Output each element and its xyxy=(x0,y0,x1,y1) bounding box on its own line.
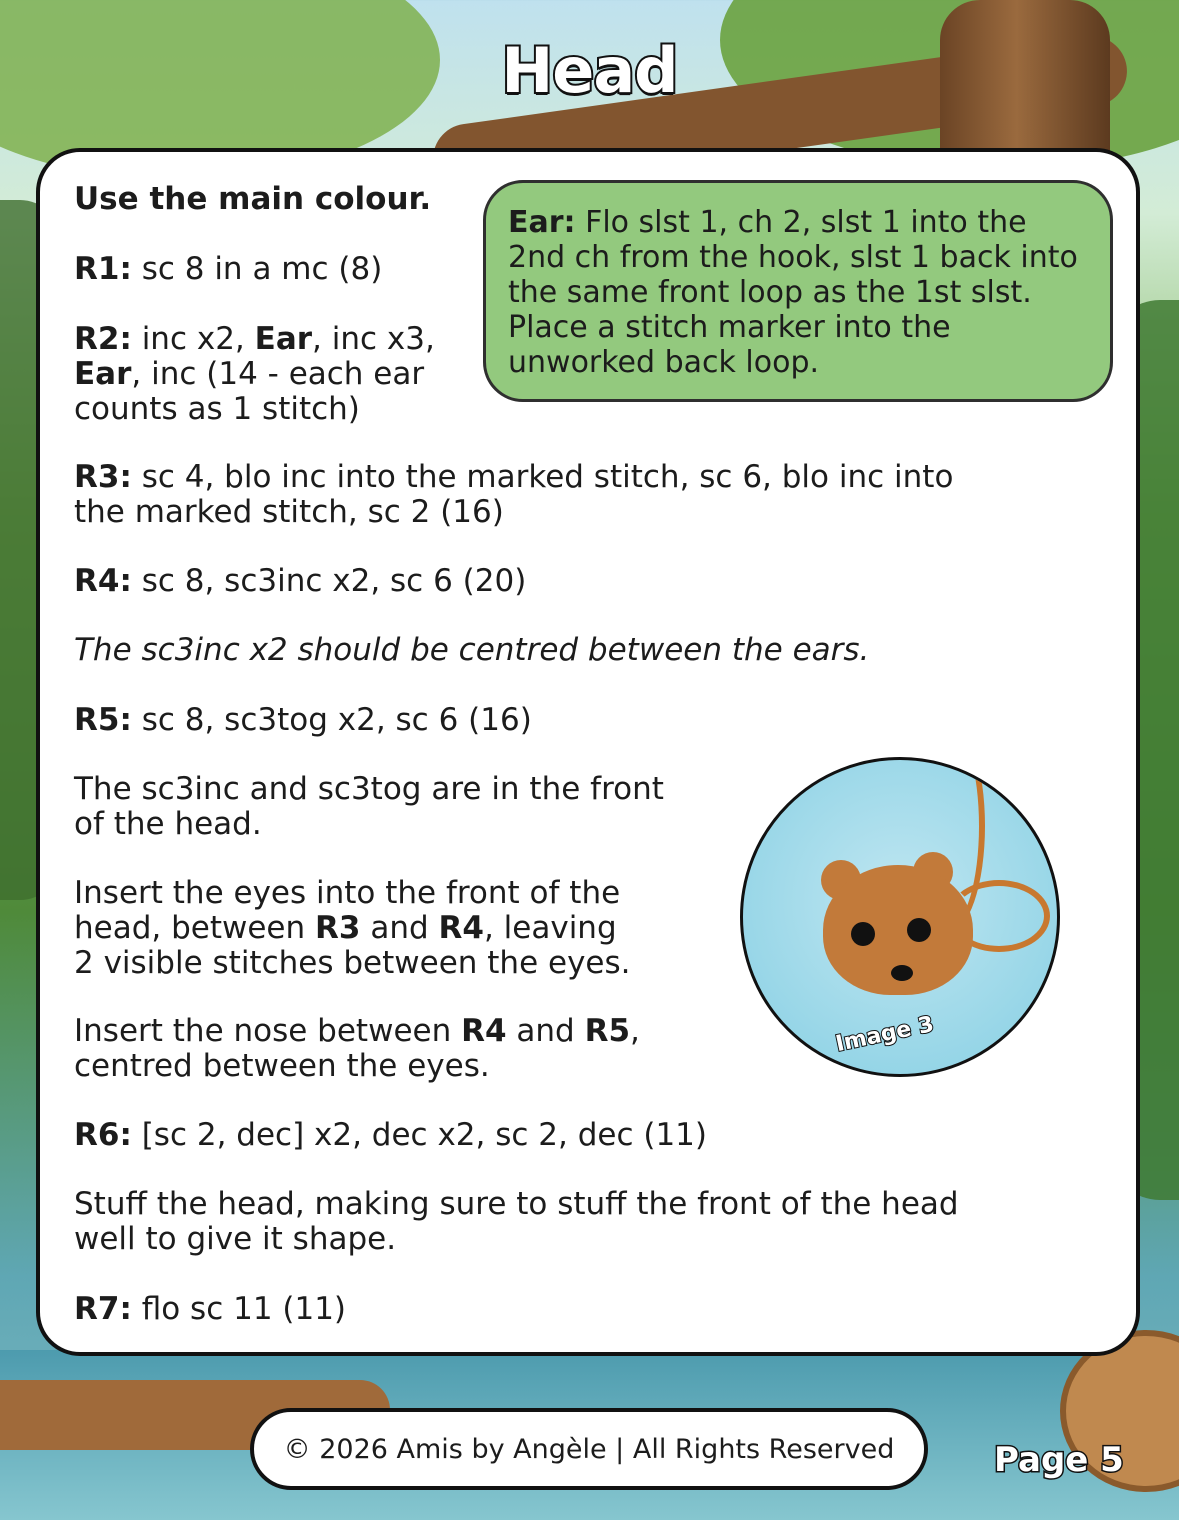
intro-text: Use the main colour. xyxy=(74,181,432,217)
bear-eye xyxy=(851,922,875,946)
page-title: Head xyxy=(501,34,678,107)
round-4: R4: sc 8, sc3inc x2, sc 6 (20) xyxy=(74,563,527,599)
front-note: The sc3inc and sc3tog are in the front of the head. xyxy=(74,771,664,842)
round-1: R1: sc 8 in a mc (8) xyxy=(74,251,383,287)
centre-note: The sc3inc x2 should be centred between the ears. xyxy=(74,632,870,668)
copyright-footer: © 2026 Amis by Angèle | All Rights Reserved xyxy=(250,1408,928,1490)
page-number: Page 5 xyxy=(994,1440,1124,1480)
round-5: R5: sc 8, sc3tog x2, sc 6 (16) xyxy=(74,702,532,738)
eyes-instruction: Insert the eyes into the front of the head, between R3 and R4, leaving 2 visible stitches between the eyes. xyxy=(74,875,631,981)
nose-instruction: Insert the nose between R4 and R5, centred between the eyes. xyxy=(74,1013,640,1084)
image-caption: Image 3 xyxy=(833,1011,937,1058)
ear-instruction-box xyxy=(483,180,1113,402)
bear-nose xyxy=(891,965,913,981)
round-3: R3: sc 4, blo inc into the marked stitch, sc 6, blo inc into the marked stitch, sc 2 (16) xyxy=(74,459,954,530)
ear-label: Ear: xyxy=(508,205,576,240)
stuff-instruction: Stuff the head, making sure to stuff the front of the head well to give it shape. xyxy=(74,1186,959,1257)
round-2: R2: inc x2, Ear, inc x3, Ear, inc (14 - each ear counts as 1 stitch) xyxy=(74,321,435,427)
bear-eye xyxy=(907,918,931,942)
ear-text: Flo slst 1, ch 2, slst 1 into the 2nd ch from the hook, slst 1 back into the same front loop as the 1st slst. Place a stitch marker into the unworked back loop. xyxy=(508,205,1078,380)
bear-head-photo xyxy=(740,757,1060,1077)
round-7: R7: flo sc 11 (11) xyxy=(74,1291,347,1327)
round-6: R6: [sc 2, dec] x2, dec x2, sc 2, dec (11) xyxy=(74,1117,707,1153)
